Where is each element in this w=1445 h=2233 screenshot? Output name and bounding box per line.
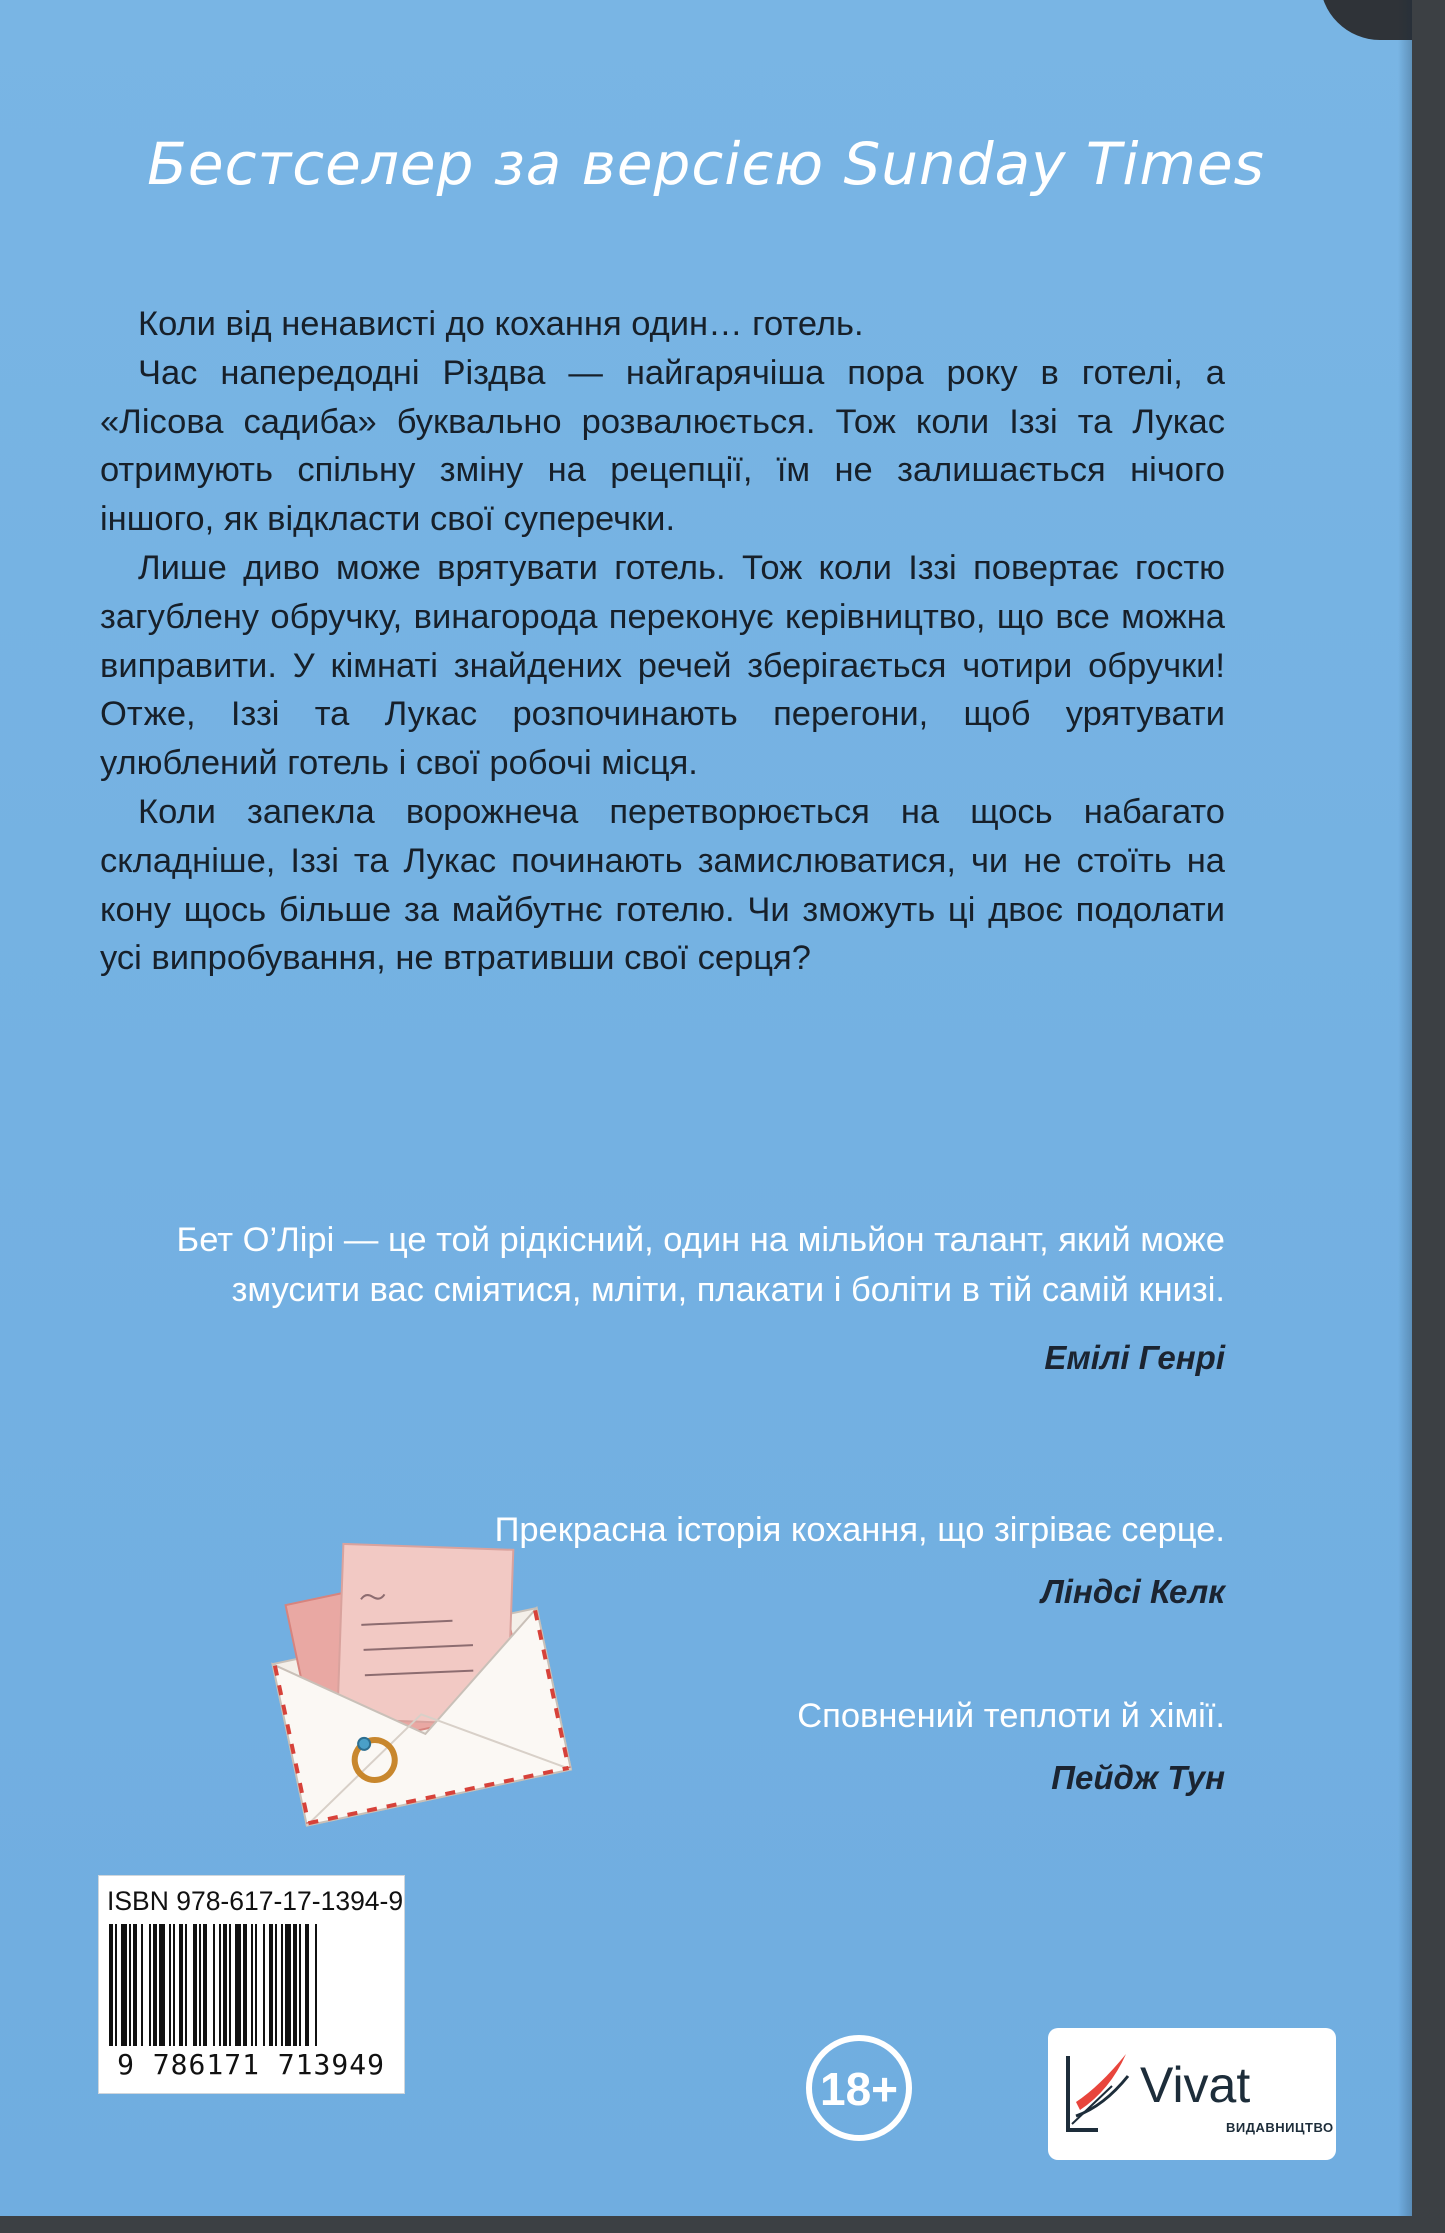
publisher-subtitle: ВИДАВНИЦТВО [1226, 2120, 1334, 2135]
review [160, 1215, 1225, 1383]
publisher-logo [1048, 2028, 1336, 2160]
review-quote: Сповнений теплоти й хімії. [797, 1697, 1225, 1735]
corner-shadow [1320, 0, 1412, 40]
review-author: Пейдж Тун [1051, 1759, 1225, 1796]
review-quote: Прекрасна історія кохання, що зігріває серце. [494, 1511, 1225, 1549]
blurb-paragraph: Коли запекла ворожнеча перетворюється на щось набагато складніше, Іззі та Лукас починають замислюватися, чи не стоїть на кону щось більше за майбутнє готелю. Чи зможуть ці двоє подолати усі випробування, не втративши свої серця? [100, 792, 1225, 978]
blurb-paragraph: Лише диво може врятувати готель. Тож коли Іззі повертає гостю загублену обручку, винагорода переконує керівництво, що все можна виправити. У кімнаті знайдених речей зберігається чотири обручки! Отже, Іззі та Лукас розпочинають перегони, щоб урятувати улюблений готель і свої робочі місця. [100, 548, 1225, 783]
age-rating-label: 18+ [819, 2063, 899, 2115]
barcode-bars [107, 1924, 395, 2046]
quill-icon [1060, 2046, 1134, 2142]
tagline: Бестселер за версією Sunday Times [147, 130, 1265, 198]
blurb-paragraph: Коли від ненависті до кохання один… готель. [138, 305, 864, 343]
barcode-digits: 9 786171 713949 [117, 2048, 385, 2081]
review-quote: Бет О’Лірі — це той рідкісний, один на мільйон талант, який може змусити вас сміятися, мліти, плакати і боліти в тій самій книзі. [176, 1221, 1225, 1309]
review-author: Емілі Генрі [1044, 1339, 1225, 1376]
age-rating-badge [803, 2032, 915, 2144]
isbn-label: ISBN 978-617-17-1394-9 [107, 1886, 404, 1916]
blurb-paragraph: Час напередодні Різдва — найгарячіша пора року в готелі, а «Лісова садиба» буквально розвалюється. Тож коли Іззі та Лукас отримують спільну зміну на рецепції, їм не залишається нічого іншого, як відкласти свої суперечки. [100, 353, 1225, 539]
barcode [98, 1875, 405, 2094]
envelope-illustration [250, 1520, 580, 1850]
review-author: Ліндсі Келк [1041, 1573, 1225, 1610]
blurb [100, 300, 1225, 983]
publisher-name: Vivat [1140, 2057, 1251, 2113]
